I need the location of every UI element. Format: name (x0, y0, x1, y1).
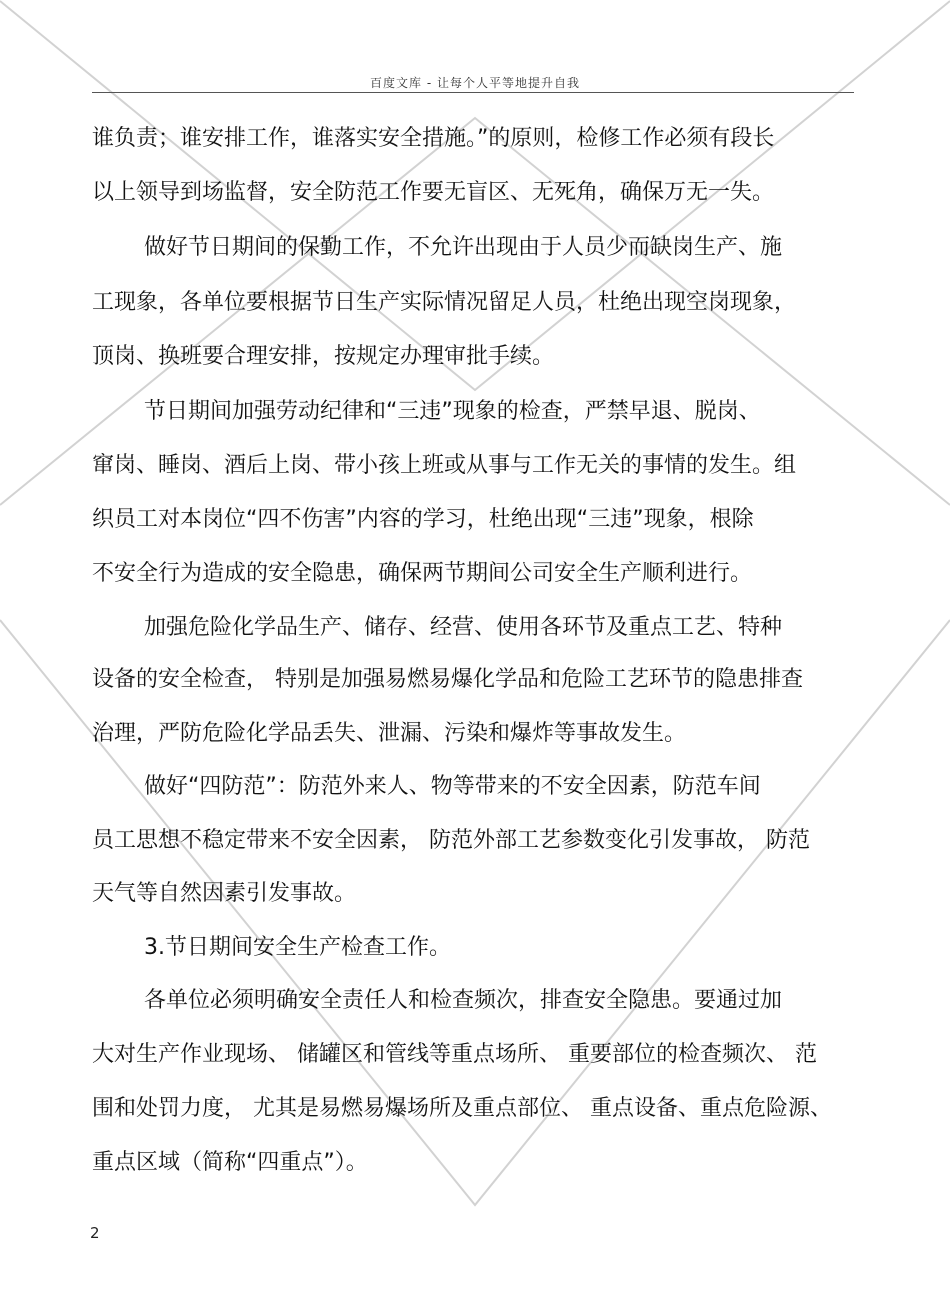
page-header: 百度文库 - 让每个人平等地提升自我 (370, 76, 580, 90)
section-heading: 3.节日期间安全生产检查工作。 (144, 935, 451, 960)
text-line: 窜岗、睡岗、酒后上岗、带小孩上班或从事与工作无关的事情的发生。组 (92, 453, 797, 478)
text-line: 加强危险化学品生产、储存、经营、使用各环节及重点工艺、特种 (144, 615, 783, 640)
text-line: 工现象，各单位要根据节日生产实际情况留足人员，杜绝出现空岗现象， (92, 290, 797, 315)
text-line: 各单位必须明确安全责任人和检查频次，排查安全隐患。要通过加 (144, 988, 783, 1013)
text-line: 重点区域（简称“四重点”）。 (92, 1150, 368, 1175)
text-line: 治理，严防危险化学品丢失、泄漏、污染和爆炸等事故发生。 (92, 721, 687, 746)
text-line: 员工思想不稳定带来不安全因素， 防范外部工艺参数变化引发事故， 防范 (92, 828, 810, 853)
text-line: 织员工对本岗位“四不伤害”内容的学习，杜绝出现“三违”现象，根除 (92, 507, 754, 532)
text-line: 做好“四防范”：防范外来人、物等带来的不安全因素，防范车间 (144, 774, 761, 799)
page-number: 2 (90, 1224, 100, 1242)
text-line: 以上领导到场监督，安全防范工作要无盲区、无死角，确保万无一失。 (92, 180, 775, 205)
text-line: 顶岗、换班要合理安排，按规定办理审批手续。 (92, 344, 555, 369)
text-line: 做好节日期间的保勤工作，不允许出现由于人员少而缺岗生产、施 (144, 235, 783, 260)
text-line: 天气等自然因素引发事故。 (92, 881, 357, 906)
text-line: 节日期间加强劳动纪律和“三违”现象的检查，严禁早退、脱岗、 (144, 399, 761, 424)
header-divider (92, 92, 854, 93)
text-line: 谁负责；谁安排工作，谁落实安全措施。”的原则，检修工作必须有段长 (92, 126, 775, 151)
text-line: 不安全行为造成的安全隐患，确保两节期间公司安全生产顺利进行。 (92, 561, 753, 586)
text-line: 大对生产作业现场、 储罐区和管线等重点场所、 重要部位的检查频次、 范 (92, 1042, 817, 1067)
text-line: 围和处罚力度， 尤其是易燃易爆场所及重点部位、 重点设备、重点危险源、 (92, 1096, 832, 1121)
text-line: 设备的安全检查， 特别是加强易燃易爆化学品和危险工艺环节的隐患排查 (92, 667, 803, 692)
